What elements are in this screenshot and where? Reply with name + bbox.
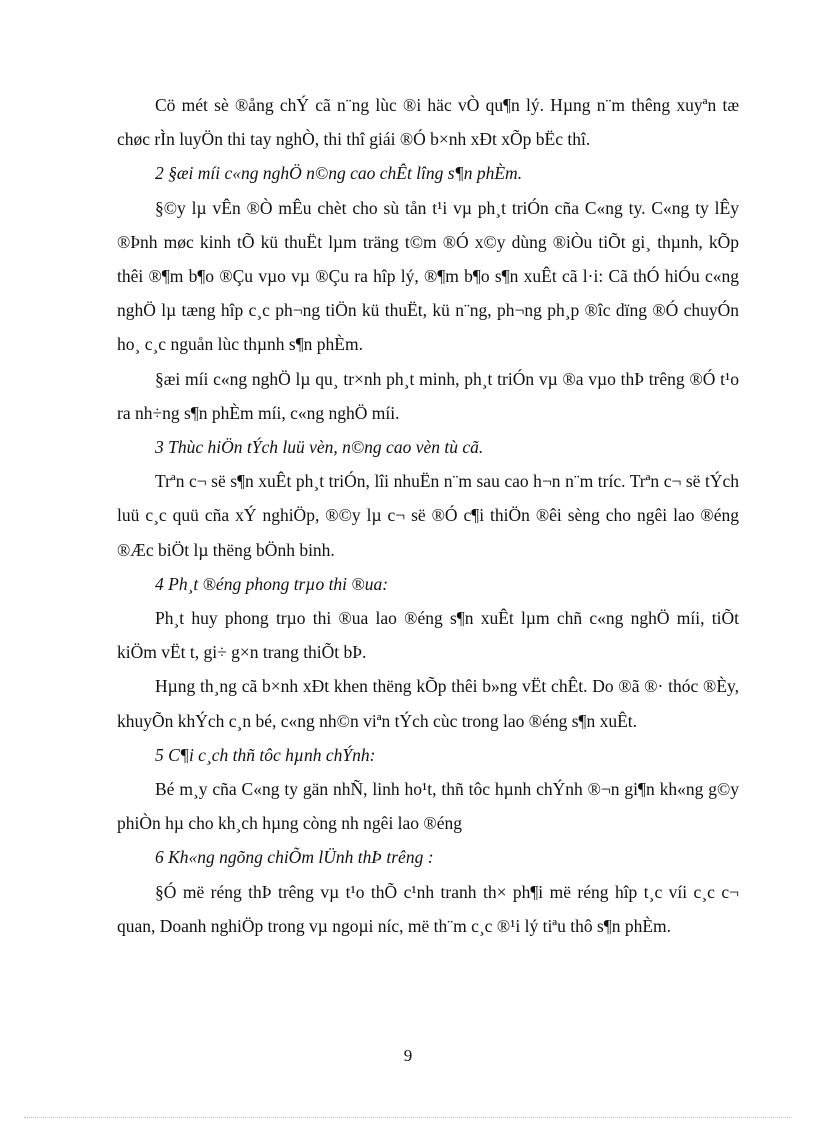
paragraph: Ph¸t huy phong trµo thi ®ua lao ®éng s¶n xuÊt lµm chñ c«ng nghÖ míi, tiÕt kiÖm vËt t, gi÷ g×n trang thiÕt bÞ.	[117, 608, 739, 663]
paragraph: Cö mét sè ®ång chÝ cã n¨ng lùc ®i häc vÒ qu¶n lý. Hµng n¨m thêng xuyªn tæ chøc rÌn luyÖn thi tay nghÒ, thi thî giái ®Ó b×nh xÐt xÕp bËc thî.	[117, 95, 739, 150]
section-heading: 3 Thùc hiÖn tÝch luü vèn, n©ng cao vèn tù cã.	[155, 437, 484, 458]
paragraph: Bé m¸y cña C«ng ty gän nhÑ, linh ho¹t, thñ tôc hµnh chÝnh ®¬n gi¶n kh«ng g©y phiÒn hµ cho kh¸ch hµng còng nh ngêi lao ®éng	[117, 779, 739, 834]
page-bottom-divider	[24, 1117, 792, 1118]
page-number: 9	[403, 1046, 413, 1065]
paragraph: §©y lµ vÊn ®Ò mÊu chèt cho sù tån t¹i vµ ph¸t triÓn cña C«ng ty. C«ng ty lÊy ®Þnh møc kinh tÕ kü thuËt lµm träng t©m ®Ó x©y dùng ®iÒu tiÕt gi¸ thµnh, kÕp thêi ®¶m b¶o ®Çu vµo vµ ®Çu ra hîp lý, ®¶m b¶o s¶n xuÊt cã l·i: Cã thÓ hiÓu c«ng nghÖ lµ tæng hîp c¸c ph¬ng tiÖn kü thuËt, kü n¨ng, ph¬ng ph¸p ®îc dïng ®Ó chuyÓn ho¸ c¸c nguån lùc thµnh s¶n phÈm.	[117, 197, 739, 355]
body-text	[117, 88, 739, 943]
section-heading: 4 Ph¸t ®éng phong trµo thi ®ua:	[155, 573, 389, 594]
section-heading: 6 Kh«ng ngõng chiÕm lÜnh thÞ trêng :	[155, 847, 434, 868]
paragraph: Hµng th¸ng cã b×nh xÐt khen thëng kÕp thêi b»ng vËt chÊt. Do ®ã ®· thóc ®Èy, khuyÕn khÝch c¸n bé, c«ng nh©n viªn tÝch cùc trong lao ®éng s¶n xuÊt.	[117, 676, 739, 731]
paragraph: Trªn c¬ së s¶n xuÊt ph¸t triÓn, lîi nhuËn n¨m sau cao h¬n n¨m tríc. Trªn c¬ së tÝch luü c¸c quü cña xÝ nghiÖp, ®©y lµ c¬ së ®Ó c¶i thiÖn ®êi sèng cho ngêi lao ®éng ®Æc biÖt lµ thëng bÖnh binh.	[117, 471, 739, 560]
section-heading: 2 §æi míi c«ng nghÖ n©ng cao chÊt lîng s¶n phÈm.	[155, 163, 523, 184]
section-heading: 5 C¶i c¸ch thñ tôc hµnh chÝnh:	[155, 744, 376, 765]
paragraph: §Ó më réng thÞ trêng vµ t¹o thÕ c¹nh tranh th× ph¶i më réng hîp t¸c víi c¸c c¬ quan, Doanh nghiÖp trong vµ ngoµi níc, më th¨m c¸c ®¹i lý tiªu thô s¶n phÈm.	[117, 881, 739, 936]
paragraph: §æi míi c«ng nghÖ lµ qu¸ tr×nh ph¸t minh, ph¸t triÓn vµ ®a vµo thÞ trêng ®Ó t¹o ra nh÷ng s¶n phÈm míi, c«ng nghÖ míi.	[117, 368, 739, 423]
